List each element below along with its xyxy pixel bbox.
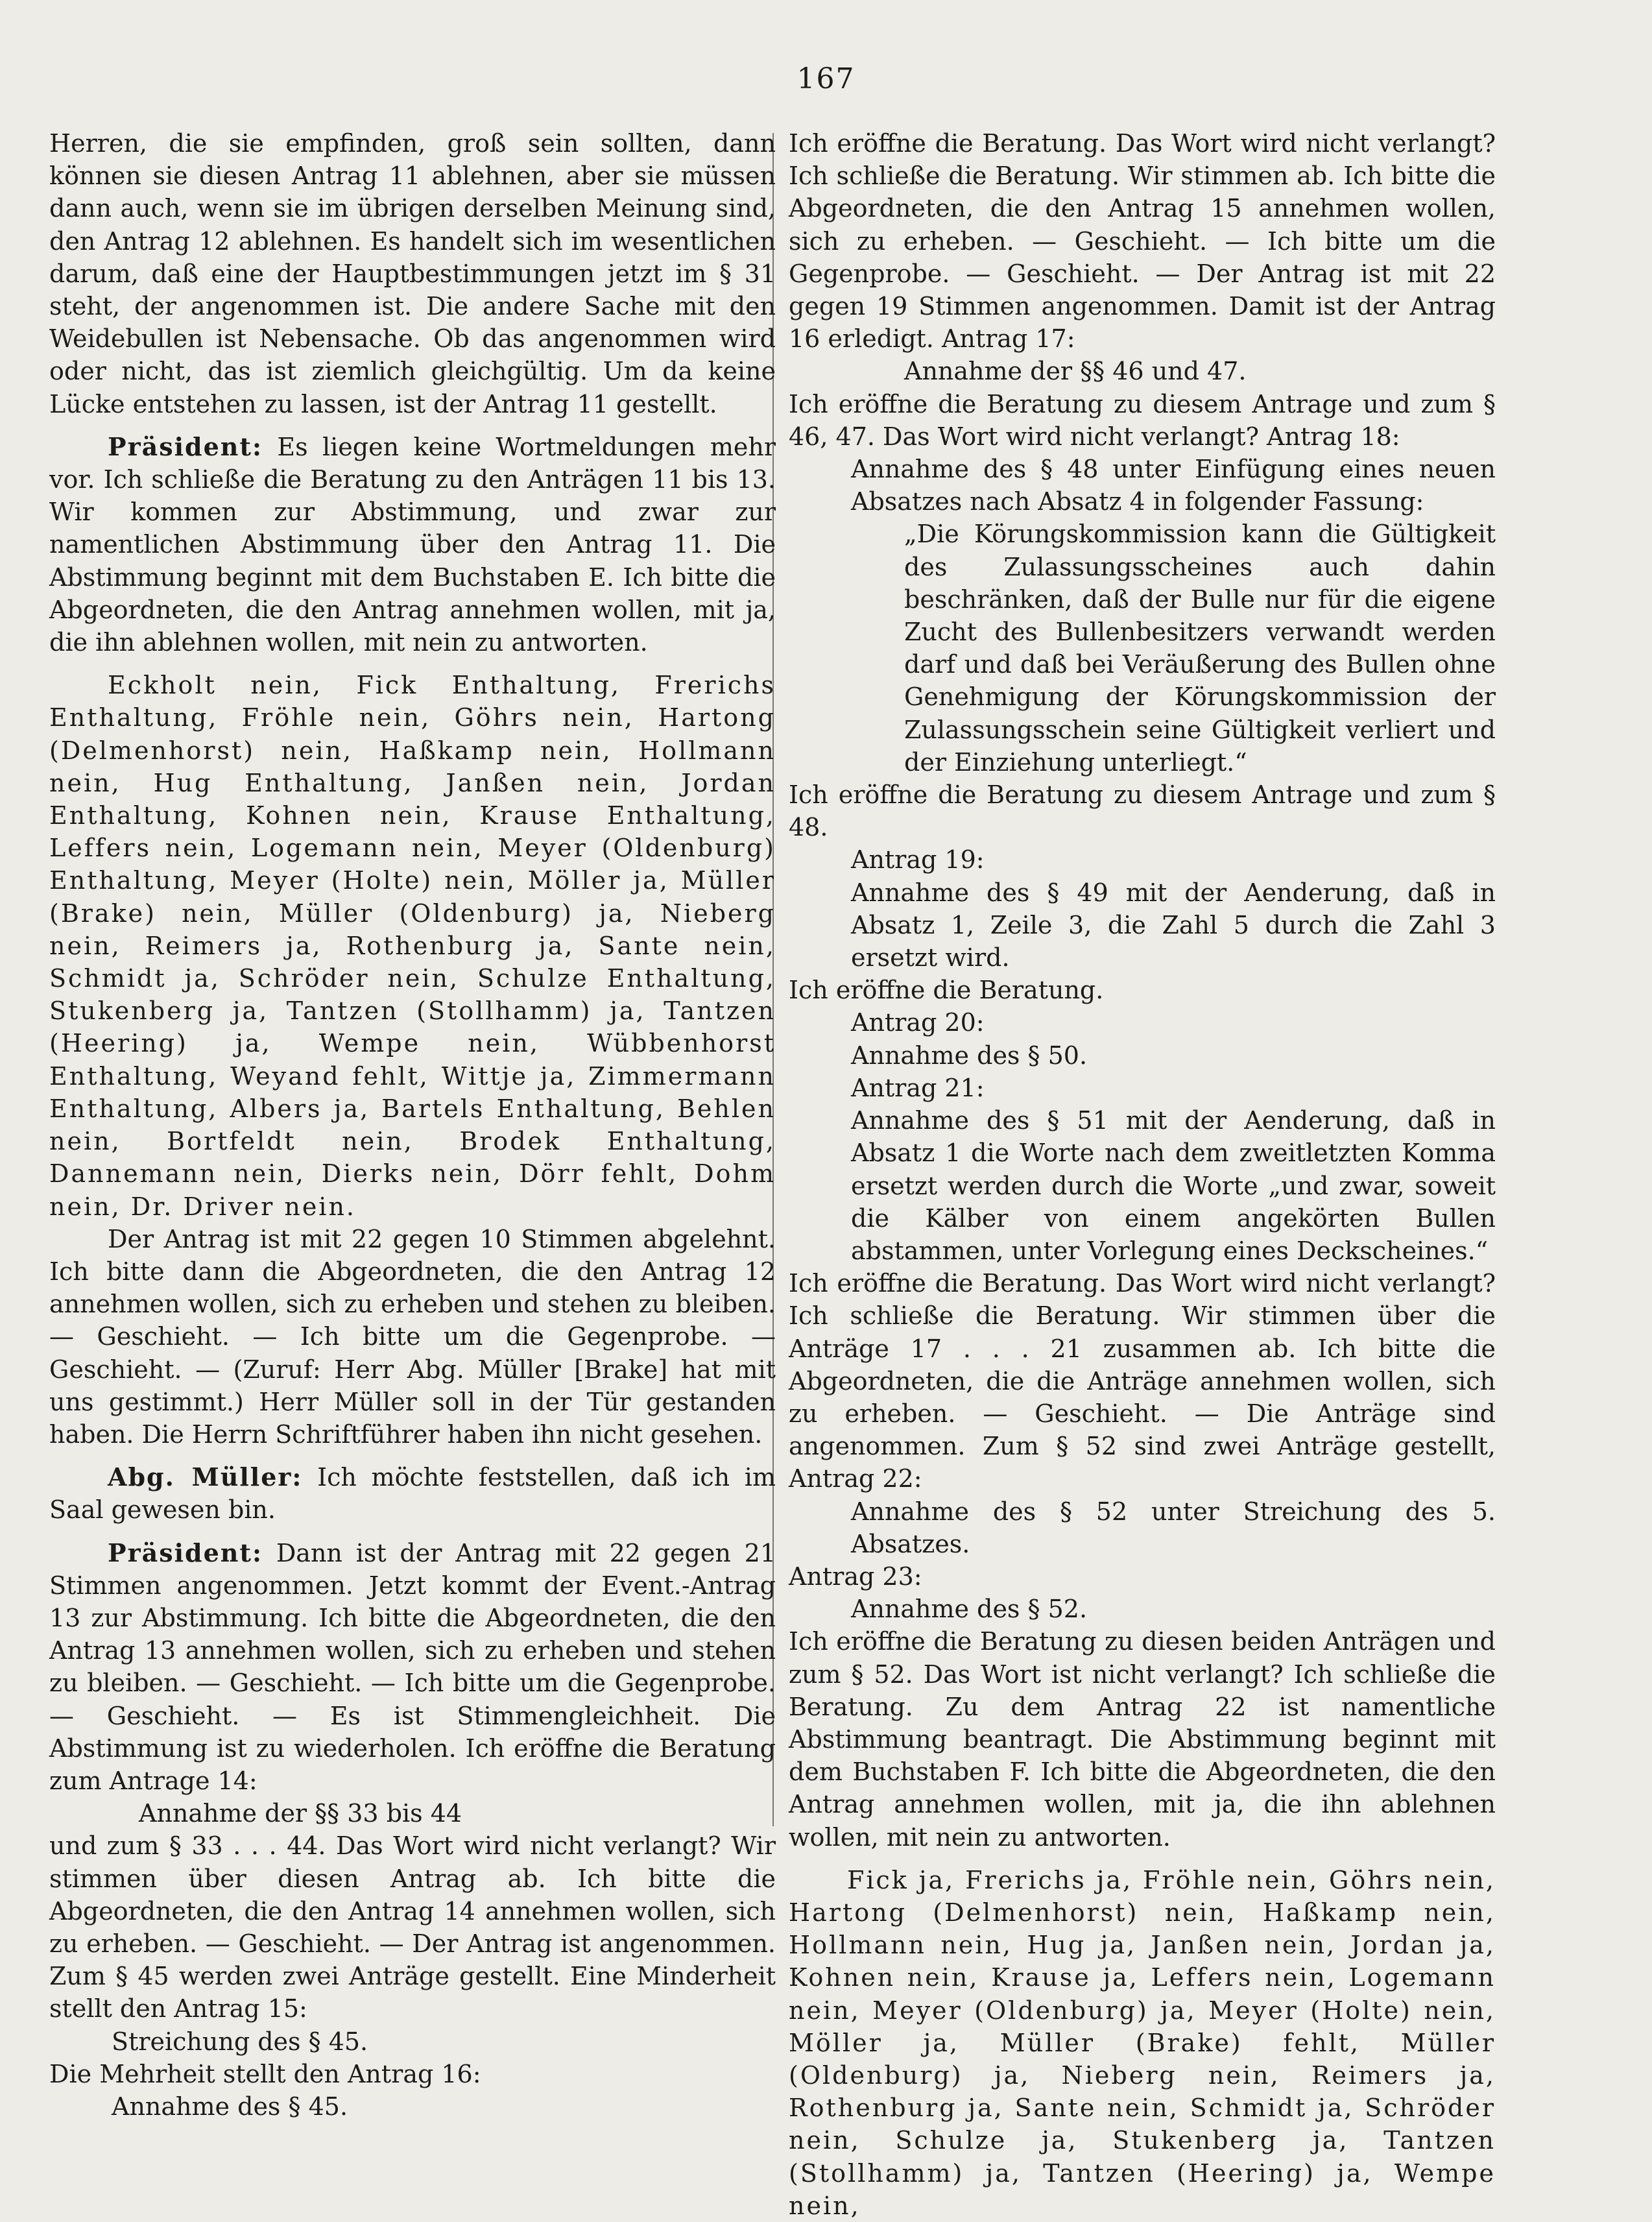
- paragraph: Die Mehrheit stellt den Antrag 16:: [49, 2059, 481, 2088]
- speaker-name: Präsident:: [108, 1538, 263, 1567]
- motion-label: Antrag 20:: [851, 1008, 985, 1037]
- speech-text: Ich möchte feststellen, daß ich im Saal gewesen bin.: [49, 1463, 776, 1525]
- speaker-name: Präsident:: [108, 431, 263, 461]
- speaker-name: Abg. Müller:: [108, 1462, 303, 1492]
- right-column: [789, 127, 1496, 2222]
- motion-label: Antrag 19:: [851, 845, 985, 875]
- quoted-text: „Die Körungskommission kann die Gültigkeit des Zulassungsscheines auch dahin beschränken, daß der Bulle nur für die eigene Zucht des Bullenbesitzers verwandt werden darf und daß bei Veräußerung des Bullen ohne Genehmigung der Körungskommission der Zulassungsschein seine Gültigkeit verliert und der Einziehung unterliegt.“: [904, 520, 1496, 777]
- motion-text: Annahme des § 50.: [851, 1041, 1088, 1070]
- motion-text: Annahme des § 45.: [112, 2092, 348, 2121]
- motion-text: Annahme des § 51 mit der Aenderung, daß in Absatz 1 die Worte nach dem zweitletzten Komma ersetzt werden durch die Worte „und zwar, soweit die Kälber von einem angekörten Bullen abstammen, unter Vorlegung eines Deckscheines.“: [851, 1106, 1496, 1265]
- motion-text: Streichung des § 45.: [112, 2027, 368, 2056]
- motion-text: Annahme der §§ 46 und 47.: [904, 357, 1247, 386]
- paragraph: und zum § 33 . . . 44. Das Wort wird nicht verlangt? Wir stimmen über diesen Antrag ab. Ich bitte die Abgeordneten, die den Antrag 14 annehmen wollen, sich zu erheben. — Geschieht. — Der Antrag ist angenommen. Zum § 45 werden zwei Anträge gestellt. Eine Minderheit stellt den Antrag 15:: [49, 1831, 776, 2023]
- paragraph: Ich eröffne die Beratung.: [789, 976, 1104, 1005]
- paragraph: Ich eröffne die Beratung zu diesem Antrage und zum § 48.: [789, 780, 1496, 842]
- paragraph: Herren, die sie empfinden, groß sein sollten, dann können sie diesen Antrag 11 ablehnen, aber sie müssen dann auch, wenn sie im übrigen derselben Meinung sind, den Antrag 12 ablehnen. Es handelt sich im wesentlichen darum, daß eine der Hauptbestimmungen jetzt im § 31 steht, der angenommen ist. Die andere Sache mit den Weidebullen ist Nebensache. Ob das angenommen wird oder nicht, das ist ziemlich gleichgültig. Um da keine Lücke entstehen zu lassen, ist der Antrag 11 gestellt.: [49, 129, 776, 418]
- motion-label: Antrag 23:: [789, 1562, 922, 1591]
- motion-text: Annahme des § 52 unter Streichung des 5. Absatzes.: [851, 1497, 1496, 1558]
- motion-text: Annahme der §§ 33 bis 44: [139, 1799, 462, 1828]
- vote-list: Fick ja, Frerichs ja, Fröhle nein, Göhrs nein, Hartong (Delmenhorst) nein, Haßkamp nein, Hollmann nein, Hug ja, Janßen nein, Jordan ja, Kohnen nein, Krause ja, Leffers nein, Logemann nein, Meyer (Oldenburg) ja, Meyer (Holte) nein, Möller ja, Müller (Brake) fehlt, Müller (Oldenburg) ja, Nieberg nein, Reimers ja, Rothenburg ja, Sante nein, Schmidt ja, Schröder nein, Schulze ja, Stukenberg ja, Tantzen (Stollhamm) ja, Tantzen (Heering) ja, Wempe nein,: [789, 1865, 1496, 2220]
- speech-paragraph: [49, 1461, 776, 1526]
- speech-paragraph: [49, 431, 776, 658]
- vote-list: Eckholt nein, Fick Enthaltung, Frerichs Enthaltung, Fröhle nein, Göhrs nein, Hartong (Delmenhorst) nein, Haßkamp nein, Hollmann nein, Hug Enthaltung, Janßen nein, Jordan Enthaltung, Kohnen nein, Krause Enthaltung, Leffers nein, Logemann nein, Meyer (Oldenburg) Enthaltung, Meyer (Holte) nein, Möller ja, Müller (Brake) nein, Müller (Oldenburg) ja, Nieberg nein, Reimers ja, Rothenburg ja, Sante nein, Schmidt ja, Schröder nein, Schulze Enthaltung, Stukenberg ja, Tantzen (Stollhamm) ja, Tantzen (Heering) ja, Wempe nein, Wübbenhorst Enthaltung, Weyand fehlt, Wittje ja, Zimmermann Enthaltung, Albers ja, Bartels Enthaltung, Behlen nein, Bortfeldt nein, Brodek Enthaltung, Dannemann nein, Dierks nein, Dörr fehlt, Dohm nein, Dr. Driver nein.: [49, 671, 776, 1221]
- speech-paragraph: [49, 1537, 776, 1798]
- motion-text: Annahme des § 49 mit der Aenderung, daß in Absatz 1, Zeile 3, die Zahl 5 durch die Zahl 3 ersetzt wird.: [851, 878, 1496, 972]
- left-column: [49, 127, 776, 2123]
- speech-text: Es liegen keine Wortmeldungen mehr vor. Ich schließe die Beratung zu den Anträgen 11 bis 13. Wir kommen zur Abstimmung, und zwar zur namentlichen Abstimmung über den Antrag 11. Die Abstimmung beginnt mit dem Buchstaben E. Ich bitte die Abgeordneten, die den Antrag annehmen wollen, mit ja, die ihn ablehnen wollen, mit nein zu antworten.: [49, 432, 776, 657]
- paragraph: Ich eröffne die Beratung zu diesen beiden Anträgen und zum § 52. Das Wort ist nicht verlangt? Ich schließe die Beratung. Zu dem Antrag 22 ist namentliche Abstimmung beantragt. Die Abstimmung beginnt mit dem Buchstaben F. Ich bitte die Abgeordneten, die den Antrag annehmen wollen, mit ja, die ihn ablehnen wollen, mit nein zu antworten.: [789, 1627, 1496, 1852]
- motion-text: Annahme des § 48 unter Einfügung eines neuen Absatzes nach Absatz 4 in folgender Fassung:: [851, 455, 1496, 516]
- motion-label: Antrag 21:: [851, 1073, 985, 1102]
- paragraph: Der Antrag ist mit 22 gegen 10 Stimmen abgelehnt. Ich bitte dann die Abgeordneten, die den Antrag 12 annehmen wollen, sich zu erheben und stehen zu bleiben. — Geschieht. — Ich bitte um die Gegenprobe. — Geschieht. — (Zuruf: Herr Abg. Müller [Brake] hat mit uns gestimmt.) Herr Müller soll in der Tür gestanden haben. Die Herrn Schriftführer haben ihn nicht gesehen.: [49, 1224, 776, 1449]
- motion-text: Annahme des § 52.: [851, 1595, 1088, 1624]
- speech-text: Dann ist der Antrag mit 22 gegen 21 Stimmen angenommen. Jetzt kommt der Event.-Antrag 13 zur Abstimmung. Ich bitte die Abgeordneten, die den Antrag 13 annehmen wollen, sich zu erheben und stehen zu bleiben. — Geschieht. — Ich bitte um die Gegenprobe. — Geschieht. — Es ist Stimmengleichheit. Die Abstimmung ist zu wiederholen. Ich eröffne die Beratung zum Antrage 14:: [49, 1538, 776, 1795]
- paragraph: Ich eröffne die Beratung. Das Wort wird nicht verlangt? Ich schließe die Beratung. Wir stimmen über die Anträge 17 . . . 21 zusammen ab. Ich bitte die Abgeordneten, die die Anträge annehmen wollen, sich zu erheben. — Geschieht. — Die Anträge sind angenommen. Zum § 52 sind zwei Anträge gestellt, Antrag 22:: [789, 1269, 1496, 1493]
- paragraph: Ich eröffne die Beratung. Das Wort wird nicht verlangt? Ich schließe die Beratung. Wir stimmen ab. Ich bitte die Abgeordneten, die den Antrag 15 annehmen wollen, sich zu erheben. — Geschieht. — Ich bitte um die Gegenprobe. — Geschieht. — Der Antrag ist mit 22 gegen 19 Stimmen angenommen. Damit ist der Antrag 16 erledigt. Antrag 17:: [789, 129, 1496, 354]
- page-number: 167: [796, 62, 856, 95]
- paragraph: Ich eröffne die Beratung zu diesem Antrage und zum § 46, 47. Das Wort wird nicht verlangt? Antrag 18:: [789, 389, 1496, 451]
